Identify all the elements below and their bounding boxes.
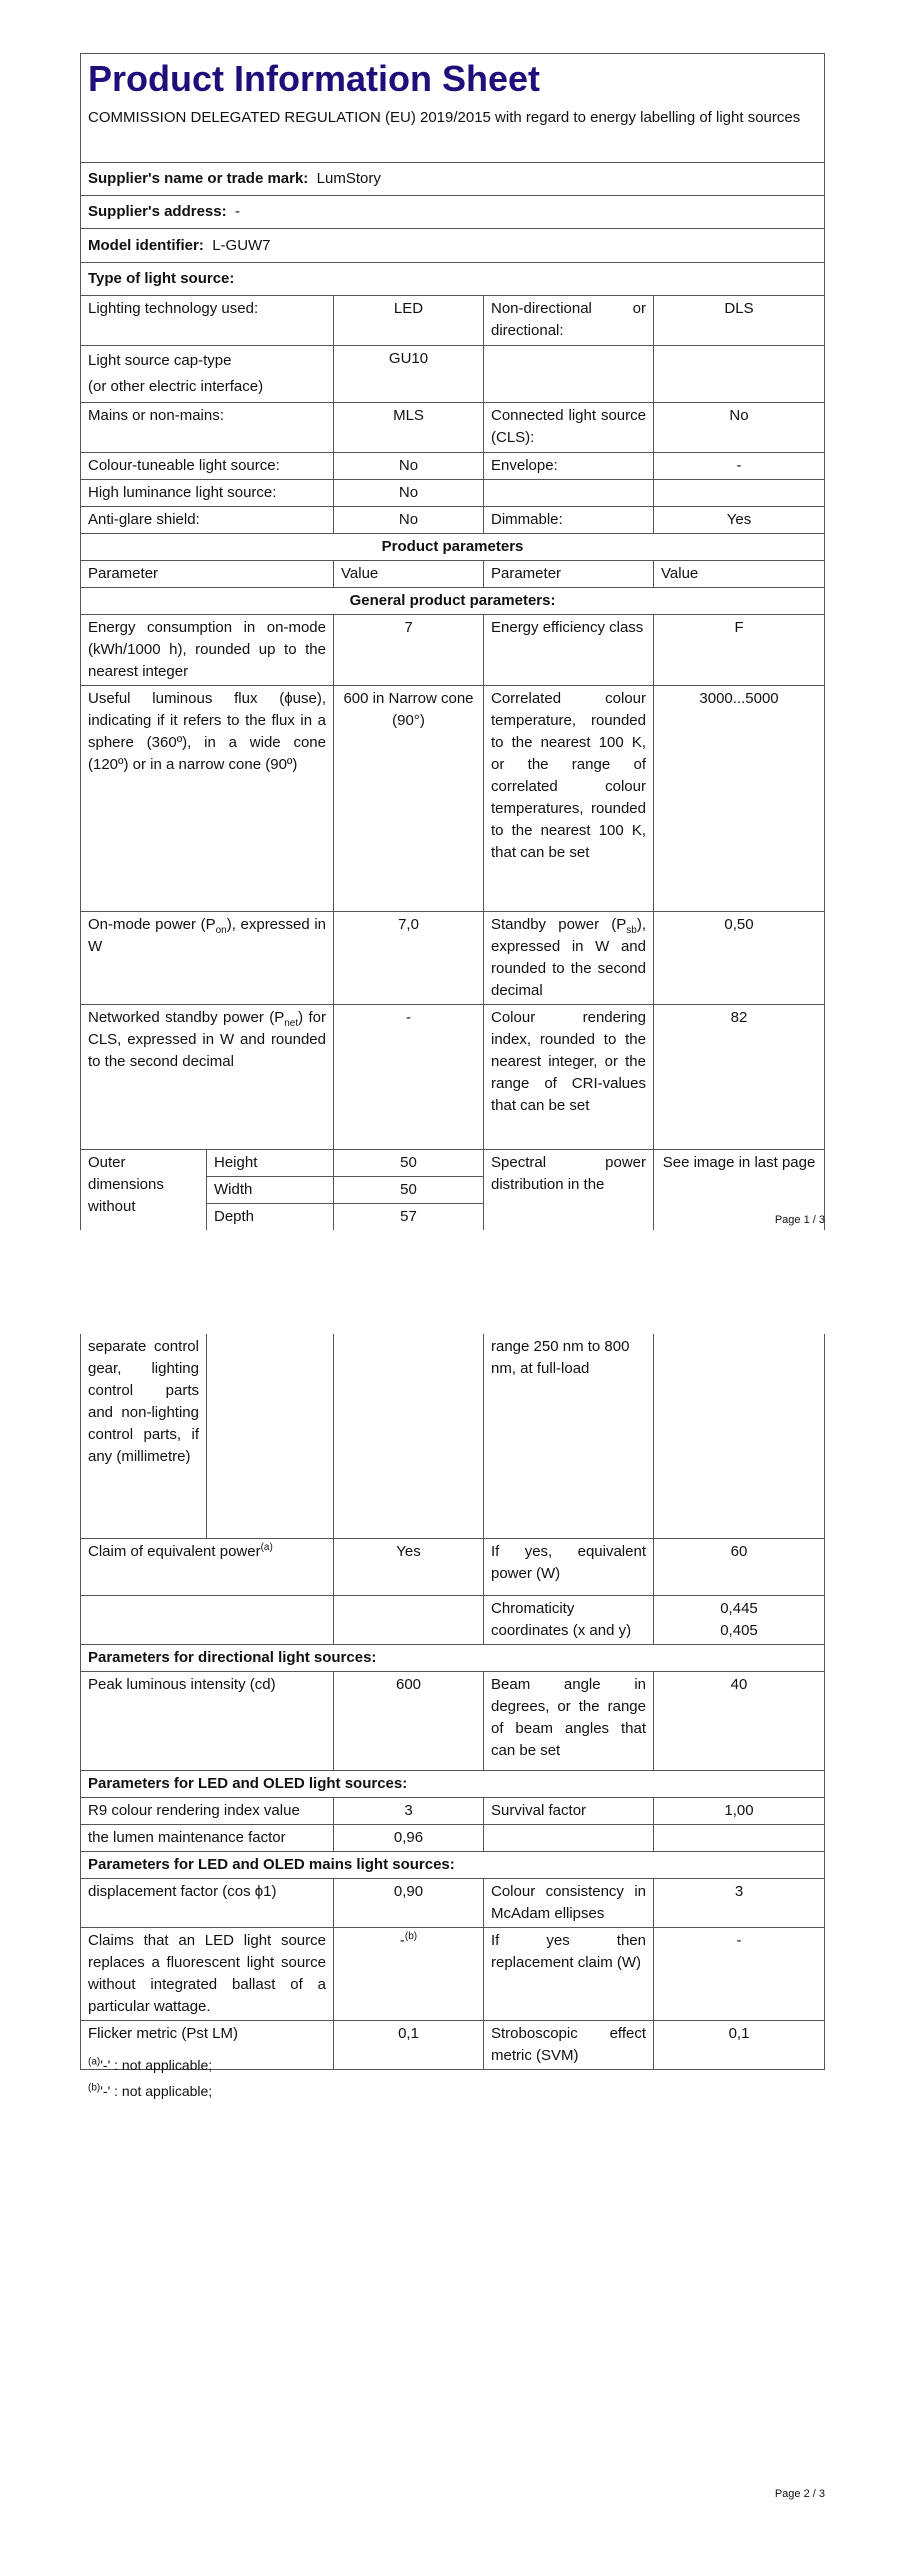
param-row [81,686,825,912]
supplier-name-row [81,163,825,196]
param-label: Survival factor [484,1797,654,1824]
param-row [81,912,825,1005]
param-row [81,1538,825,1595]
type-heading-row [81,263,825,296]
dimensions-label-continued: separate control gear, lighting control parts and non-lighting control parts, if any (millimetre) [81,1334,207,1538]
param-label: If yes then replacement claim (W) [484,1927,654,2020]
column-header-row [81,561,825,588]
chromaticity-y: 0,405 [720,1621,758,1639]
param-value: No [334,453,484,480]
depth-value: 57 [334,1204,484,1231]
param-value: 1,00 [654,1797,825,1824]
title-row [81,54,825,163]
param-label: Light source cap-type [88,352,232,369]
param-label [81,1595,334,1644]
param-label: Chromaticity coordinates (x and y) [484,1595,654,1644]
type-row [81,346,825,403]
empty-cell [334,1334,484,1538]
param-label: displacement factor (cos ϕ1) [81,1878,334,1927]
param-value: - [334,1005,484,1150]
product-parameters-heading-row [81,534,825,561]
param-label-sub: (or other electric interface) [88,378,264,395]
type-row [81,403,825,453]
width-label: Width [207,1177,334,1204]
param-row [81,1797,825,1824]
param-label: On-mode power $(P_{on})$, expressed in W [81,912,334,1005]
height-label: Height [207,1150,334,1177]
param-value: DLS [654,296,825,346]
param-label: Anti-glare shield: [81,507,334,534]
param-row [81,1595,825,1644]
model-identifier-value: L-GUW7 [212,236,271,254]
param-value: GU10 [334,346,484,403]
param-label: Envelope: [484,453,654,480]
param-label [484,1824,654,1851]
param-label: Energy consumption in on-mode (kWh/1000 h), rounded up to the nearest integer [81,615,334,686]
model-identifier-row [81,229,825,263]
param-label: Dimmable: [484,507,654,534]
dimensions-row [81,1150,825,1177]
type-row [81,507,825,534]
supplier-name-label: Supplier's name or trade mark: [88,170,309,187]
param-label: the lumen maintenance factor [81,1824,334,1851]
param-value: F [654,615,825,686]
spectral-value: See image in last page [654,1150,825,1231]
regulation-text: COMMISSION DELEGATED REGULATION (EU) 2019/2015 with regard to energy labelling of light sources [88,109,801,126]
param-value: 0,1 [334,2020,484,2069]
param-value: 40 [654,1671,825,1770]
depth-label: Depth [207,1204,334,1231]
param-value: 0,90 [334,1878,484,1927]
directional-heading: Parameters for directional light sources: [81,1644,825,1671]
supplier-address-row [81,196,825,229]
param-label: Connected light source (CLS): [484,403,654,453]
empty-cell [207,1334,334,1538]
param-value: 3 [334,1797,484,1824]
param-label: High luminance light source: [81,480,334,507]
type-row [81,296,825,346]
param-row [81,615,825,686]
param-row [81,1927,825,2020]
param-row [81,1824,825,1851]
param-row [81,1005,825,1150]
param-label: Lighting technology used: [81,296,334,346]
directional-heading-row [81,1644,825,1671]
footnote-a: $^{(a)}$'-' : not applicable; [88,2056,213,2073]
supplier-address-value: - [234,203,240,220]
param-value [654,1824,825,1851]
param-label: Energy efficiency class [484,615,654,686]
led-oled-mains-heading: Parameters for LED and OLED mains light sources: [81,1851,825,1878]
param-label: Claims that an LED light source replaces a fluorescent light source without integrated ballast of a particular wattage. [81,1927,334,2020]
led-oled-heading: Parameters for LED and OLED light sources: [81,1770,825,1797]
param-label: Stroboscopic effect metric (SVM) [484,2020,654,2069]
type-row [81,480,825,507]
param-value [654,1595,825,1644]
empty-cell [654,1334,825,1538]
column-header: Value [654,561,825,588]
param-value [654,480,825,507]
param-label: Peak luminous intensity (cd) [81,1671,334,1770]
info-table-page-2 [80,1334,825,2070]
param-value: 7,0 [334,912,484,1005]
param-label: Colour-tuneable light source: [81,453,334,480]
width-value: 50 [334,1177,484,1204]
param-label: Mains or non-mains: [81,403,334,453]
param-value: Yes [654,507,825,534]
param-value: No [334,507,484,534]
page-number: Page 2 / 3 [774,2488,825,2500]
param-value: 0,1 [654,2020,825,2069]
param-value: - [654,453,825,480]
param-value: No [334,480,484,507]
led-oled-heading-row [81,1770,825,1797]
height-value: 50 [334,1150,484,1177]
param-label: Colour rendering index, rounded to the nearest integer, or the range of CRI-values that can be set [484,1005,654,1150]
param-value: 7 [334,615,484,686]
param-value: MLS [334,403,484,453]
param-label: Non-directional or directional: [484,296,654,346]
param-value: 3 [654,1878,825,1927]
column-header: Value [334,561,484,588]
dimensions-continuation-row [81,1334,825,1538]
param-label: Correlated colour temperature, rounded to the nearest 100 K, or the range of correlated colour temperatures, rounded to the nearest 100 K, that can be set [484,686,654,912]
param-value: No [654,403,825,453]
param-label: Useful luminous flux (ϕuse), indicating if it refers to the flux in a sphere (360º), in a wide cone (120º) or in a narrow cone (90º) [81,686,334,912]
param-row [81,1671,825,1770]
param-label: Standby power $(P_{sb})$, expressed in W and rounded to the second decimal [484,912,654,1005]
param-value: 600 [334,1671,484,1770]
dimensions-label: Outer dimensions without [81,1150,207,1231]
spectral-label-continued: range 250 nm to 800 nm, at full-load [484,1334,654,1538]
type-heading: Type of light source: [81,263,825,296]
column-header: Parameter [81,561,334,588]
param-value: Yes [334,1538,484,1595]
page-2 [0,1280,905,2560]
param-value [334,1595,484,1644]
param-label [484,480,654,507]
param-value: 3000...5000 [654,686,825,912]
param-label: Flicker metric (Pst LM) [81,2020,334,2069]
param-label: If yes, equivalent power (W) [484,1538,654,1595]
page-number: Page 1 / 3 [774,1214,825,1226]
param-value: - [654,1927,825,2020]
model-identifier-label: Model identifier: [88,236,204,254]
param-label: Networked standby power $(P_{net})$ for CLS, expressed in W and rounded to the second decimal [81,1005,334,1150]
supplier-address-label: Supplier's address: [88,203,227,220]
page-title: Product Information Sheet [88,58,541,99]
spectral-label: Spectral power distribution in the [484,1150,654,1231]
type-row [81,453,825,480]
product-parameters-heading: Product parameters [81,534,825,561]
general-parameters-heading-row [81,588,825,615]
led-oled-mains-heading-row [81,1851,825,1878]
param-value: 600 in Narrow cone (90°) [334,686,484,912]
param-label: Colour consistency in McAdam ellipses [484,1878,654,1927]
footnote-b: $^{(b)}$'-' : not applicable; [88,2082,213,2099]
param-label: Beam angle in degrees, or the range of beam angles that can be set [484,1671,654,1770]
supplier-name-value: LumStory [316,170,381,187]
param-value: 60 [654,1538,825,1595]
param-value [654,346,825,403]
param-value: -$^{(b)}$ [334,1927,484,2020]
info-table-page-1 [80,53,825,1230]
param-value: 82 [654,1005,825,1150]
param-label: R9 colour rendering index value [81,1797,334,1824]
general-parameters-heading: General product parameters: [81,588,825,615]
param-label [484,346,654,403]
param-value: LED [334,296,484,346]
param-label: Claim of equivalent power$^{(a)}$ [81,1538,334,1595]
column-header: Parameter [484,561,654,588]
param-row [81,1878,825,1927]
chromaticity-x: 0,445 [720,1599,758,1617]
param-value: 0,50 [654,912,825,1005]
param-value: 0,96 [334,1824,484,1851]
